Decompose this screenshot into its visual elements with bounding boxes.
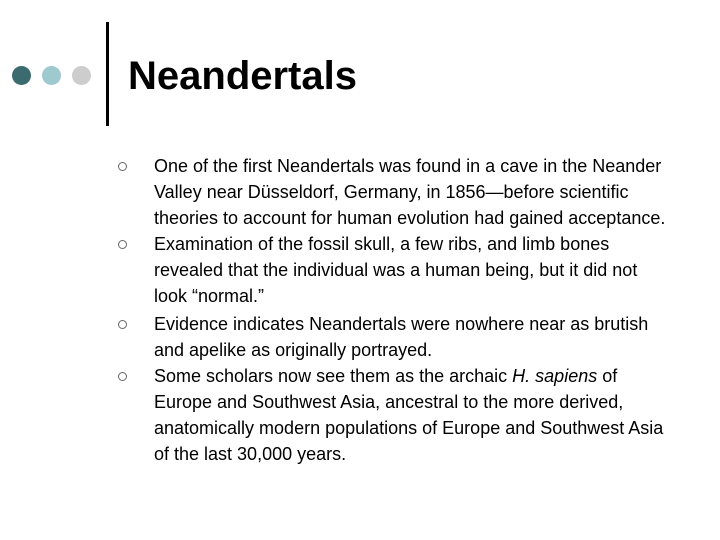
slide-title: Neandertals [128, 54, 357, 98]
bullet-circle-icon [118, 162, 127, 171]
decorative-dot-gray [72, 66, 91, 85]
bullet-text-italic: H. sapiens [512, 366, 598, 386]
bullet-list [154, 153, 674, 467]
bullet-text: One of the first Neandertals was found in a cave in the Neander Valley near Düsseldorf, Germany, in 1856—before scientific theories to account for human evolution had gained acceptance. [154, 156, 666, 228]
decorative-dot-dark [12, 66, 31, 85]
title-divider-line [106, 22, 109, 126]
bullet-circle-icon [118, 372, 127, 381]
bullet-item [154, 153, 674, 231]
bullet-item [154, 311, 674, 363]
bullet-text: Evidence indicates Neandertals were nowhere near as brutish and apelike as originally portrayed. [154, 314, 649, 360]
bullet-item [154, 363, 674, 467]
bullet-text-before: Some scholars now see them as the archaic [154, 366, 513, 386]
bullet-text-after: of Europe and Southwest Asia, ancestral to the more derived, anatomically modern populations of Europe and Southwest Asia of the last 30,000 years. [154, 366, 664, 464]
decorative-dot-light-teal [42, 66, 61, 85]
bullet-item [154, 231, 674, 309]
bullet-circle-icon [118, 240, 127, 249]
bullet-circle-icon [118, 320, 127, 329]
bullet-text: Examination of the fossil skull, a few ribs, and limb bones revealed that the individual was a human being, but it did not look “normal.” [154, 234, 638, 306]
